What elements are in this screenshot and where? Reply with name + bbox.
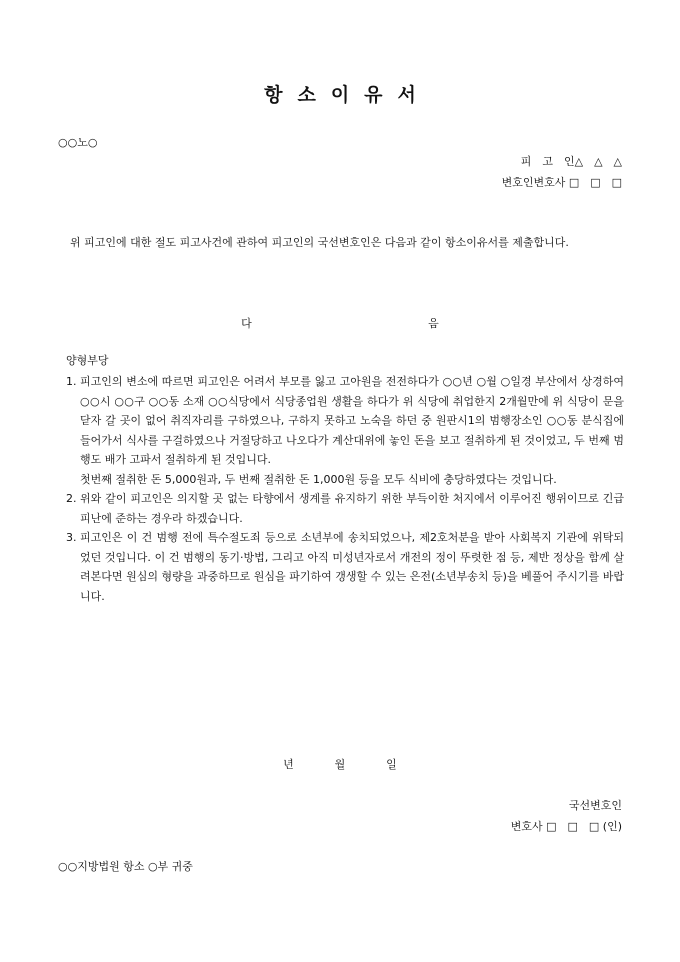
intro-paragraph: 위 피고인에 대한 절도 피고사건에 관하여 피고인의 국선변호인은 다음과 같이 항소이유서를 제출합니다. (70, 236, 569, 249)
item-paragraph: 위와 같이 피고인은 의지할 곳 없는 타향에서 생계를 유지하기 위한 부득이한 처지에서 이루어진 행위이므로 긴급피난에 준하는 경우라 하겠습니다. (80, 492, 624, 525)
list-item (66, 528, 624, 606)
item-paragraph: 첫번째 절취한 돈 5,000원과, 두 번째 절취한 돈 1,000원 등을 모두 식비에 충당하였다는 것입니다. (80, 472, 557, 486)
case-number: ○○노○ (58, 136, 98, 149)
item-number: 3. (66, 531, 77, 544)
heading-eum: 음 (428, 317, 439, 330)
da-eum-heading (0, 315, 680, 331)
section-title: 양형부당 (66, 354, 109, 367)
item-number: 2. (66, 492, 77, 505)
date-day: 일 (386, 758, 397, 771)
date-line (0, 756, 680, 772)
defendant-line: 피 고 인△ △ △ (520, 155, 622, 168)
document-title: 항소이유서 (264, 84, 431, 106)
signature-name: 변호사 □ □ □ (인) (510, 820, 622, 833)
item-paragraph: 피고인은 이 건 범행 전에 특수절도죄 등으로 소년부에 송치되었으나, 제2호처분을 받아 사회복지 기관에 위탁되었던 것입니다. 이 건 범행의 동기·방법, 그리고 아직 미성년자로서 개전의 정이 뚜렷한 점 등, 제반 정상을 함께 살려본다면 원심의 형량을 과중하므로 원심을 파기하여 갱생할 수 있는 은전(소년부송치 등)을 베풀어 주시기를 바랍니다. (80, 531, 624, 603)
item-number: 1. (66, 375, 77, 388)
addressee: ○○지방법원 항소 ○부 귀중 (58, 860, 193, 873)
item-paragraph: 피고인의 변소에 따르면 피고인은 어려서 부모를 잃고 고아원을 전전하다가 ○○년 ○월 ○일경 부산에서 상경하여 ○○시 ○○구 ○○동 소재 ○○식당에서 식당종업원 생활을 하다가 위 식당에 취업한지 2개월만에 위 식당이 문을 닫자 갈 곳이 없어 취직자리를 구하였으나, 구하지 못하고 노숙을 하던 중 원판시1의 범행장소인 ○○동 분식집에 들어가서 식사를 구걸하였으나 거절당하고 나오다가 계산대위에 놓인 돈을 보고 절취하게 된 것이었고, 두 번째 범행도 배가 고파서 절취하게 된 것입니다. (80, 375, 624, 466)
list-item (66, 489, 624, 528)
date-year: 년 (283, 758, 294, 771)
list-item (66, 372, 624, 489)
counsel-line: 변호인변호사 □ □ □ (501, 176, 622, 189)
reason-list (66, 372, 624, 606)
date-month: 월 (334, 758, 346, 771)
signature-title: 국선변호인 (568, 799, 622, 812)
heading-da: 다 (241, 317, 252, 330)
